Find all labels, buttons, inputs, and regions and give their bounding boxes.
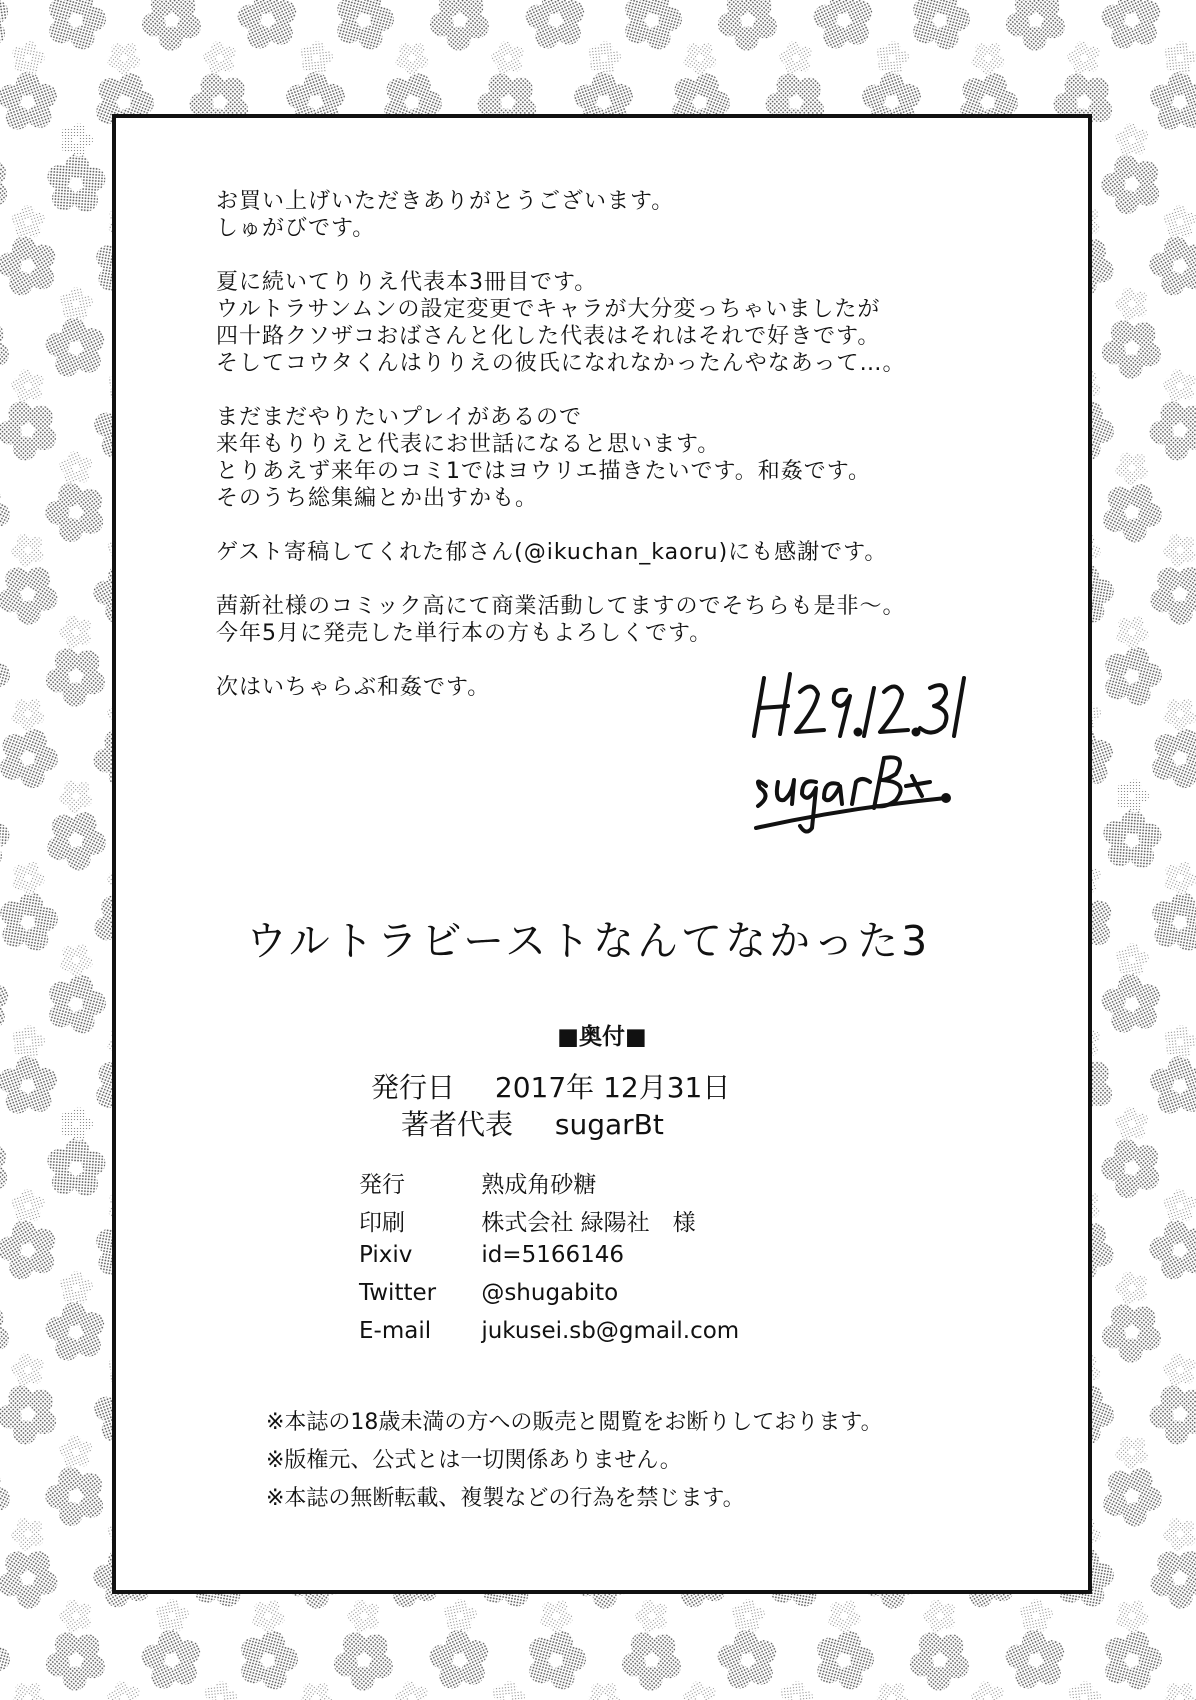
- flower-motif-small: [9, 1185, 50, 1226]
- text-line: ウルトラサンムンの設定変更でキャラが大分変っちゃいましたが: [216, 297, 881, 322]
- flower-motif: [231, 0, 308, 58]
- flower-motif: [1142, 226, 1196, 305]
- flower-motif-small: [1114, 940, 1152, 979]
- flower-motif: [521, 1623, 592, 1694]
- flower-motif-small: [1067, 1680, 1102, 1700]
- flower-motif-small: [1161, 201, 1196, 242]
- flower-motif: [0, 1623, 16, 1694]
- text-line: まだまだやりたいプレイがあるので: [216, 405, 583, 430]
- flower-motif: [1097, 639, 1168, 710]
- flower-motif: [1145, 64, 1196, 138]
- flower-motif-small: [1110, 609, 1155, 653]
- flower-motif: [1097, 1623, 1168, 1694]
- text-line: 来年もりりえと代表にお世話になると思います。: [216, 432, 721, 457]
- flower-motif: [999, 1621, 1076, 1698]
- issue-date-value: 2017年 12月31日: [494, 1071, 731, 1104]
- flower-motif-small: [9, 38, 48, 76]
- flower-motif-small: [775, 35, 819, 80]
- book-title: ウルトラビーストなんてなかった3: [246, 917, 931, 965]
- flower-motif: [0, 553, 69, 633]
- flower-motif-small: [54, 609, 99, 655]
- email-row: [359, 1318, 739, 1344]
- email-label: E-mail: [359, 1318, 432, 1344]
- flower-motif: [1142, 1210, 1196, 1289]
- flower-motif-small: [246, 1593, 291, 1637]
- flower-motif-small: [1158, 1510, 1196, 1556]
- flower-motif-small: [779, 1680, 814, 1700]
- flower-motif: [132, 0, 213, 59]
- notice-no-reproduction: ※本誌の無断転載、複製などの行為を禁じます。: [266, 1486, 745, 1511]
- printer-label: 印刷: [359, 1210, 405, 1236]
- issue-date-label: 発行日: [371, 1071, 456, 1104]
- flower-motif: [1190, 800, 1196, 878]
- flower-motif-small: [966, 35, 1012, 80]
- publisher-row: [359, 1166, 596, 1199]
- flower-motif: [0, 1537, 69, 1617]
- flower-motif-small: [154, 1596, 192, 1635]
- flower-motif: [617, 0, 688, 54]
- flower-motif: [1093, 1127, 1174, 1208]
- flower-motif: [0, 388, 70, 469]
- flower-motif-small: [1110, 1593, 1155, 1637]
- author-row: [401, 1103, 664, 1143]
- flower-motif-small: [103, 1675, 147, 1700]
- flower-motif-small: [875, 40, 910, 76]
- flower-motif: [41, 967, 112, 1038]
- flower-motif-small: [1117, 780, 1149, 813]
- afterword-page: [112, 114, 1092, 1594]
- text-line: 今年5月に発売した単行本の方もよろしくです。: [216, 621, 713, 646]
- flower-motif: [0, 226, 69, 305]
- flower-motif-small: [1063, 35, 1107, 80]
- flower-motif-small: [1159, 856, 1196, 899]
- flower-motif-small: [390, 35, 436, 80]
- flower-motif-small: [54, 937, 99, 981]
- flower-motif-small: [342, 1593, 387, 1639]
- afterword-paragraph: [216, 269, 1076, 377]
- flower-motif-small: [487, 35, 531, 80]
- flower-motif-small: [391, 1675, 435, 1700]
- flower-motif-small: [582, 1675, 628, 1700]
- afterword-paragraph: [216, 404, 1076, 512]
- flower-motif: [0, 0, 12, 51]
- flower-motif: [0, 64, 66, 138]
- flower-motif-small: [11, 1024, 46, 1060]
- flower-motif-small: [58, 284, 96, 323]
- flower-motif: [1143, 719, 1196, 794]
- flower-motif: [1141, 1537, 1196, 1617]
- flower-motif: [1140, 1372, 1196, 1453]
- flower-motif-small: [1110, 1428, 1156, 1474]
- flower-motif-small: [1110, 1265, 1155, 1311]
- flower-motif-small: [679, 1675, 723, 1700]
- pixiv-value: id=5166146: [481, 1242, 625, 1268]
- afterword-paragraph: [216, 539, 1076, 566]
- flower-motif: [0, 1290, 21, 1371]
- flower-motif-small: [630, 1593, 675, 1639]
- flower-motif: [329, 0, 400, 54]
- author-value: sugarBt: [554, 1108, 664, 1141]
- flower-motif-small: [54, 772, 100, 818]
- colophon-heading: ■奥付■: [557, 1024, 647, 1050]
- text-line: そのうち総集編とか出すかも。: [216, 486, 539, 511]
- afterword-text: [216, 188, 1076, 728]
- flower-motif-small: [678, 35, 724, 80]
- flower-motif: [45, 1136, 107, 1197]
- flower-motif-small: [1158, 1675, 1196, 1700]
- flower-motif-small: [870, 1675, 916, 1700]
- publisher-value: 熟成角砂糖: [481, 1172, 597, 1198]
- issue-date-row: [371, 1066, 730, 1106]
- flower-motif: [0, 472, 20, 550]
- flower-motif-small: [61, 1108, 93, 1141]
- flower-motif: [807, 0, 884, 58]
- notice-unofficial: ※版権元、公式とは一切関係ありません。: [266, 1448, 682, 1473]
- flower-motif-small: [1110, 444, 1156, 490]
- flower-motif-small: [199, 35, 243, 80]
- pixiv-row: [359, 1242, 624, 1268]
- text-line: お買い上げいただきありがとうございます。: [216, 189, 675, 214]
- flower-motif-small: [587, 40, 622, 76]
- flower-motif-small: [1018, 1596, 1056, 1635]
- author-label: 著者代表: [401, 1108, 514, 1141]
- text-line: 四十路クソザコおばさんと化した代表はそれはそれで好きです。: [216, 324, 881, 349]
- afterword-paragraph: [216, 593, 1076, 647]
- flower-motif: [37, 471, 118, 552]
- flower-motif: [45, 152, 107, 213]
- twitter-row: [359, 1280, 618, 1306]
- flower-motif-small: [1161, 1185, 1196, 1226]
- text-line: ゲスト寄稿してくれた郁さん(@ikuchan_kaoru)にも感謝です。: [216, 540, 888, 565]
- handwritten-signature: [746, 658, 976, 838]
- flower-motif-small: [54, 1593, 99, 1639]
- text-line: とりあえず来年のコミ1ではヨウリエ描きたいです。和姦です。: [216, 459, 872, 484]
- flower-motif: [41, 0, 112, 54]
- flower-motif-small: [442, 1596, 480, 1635]
- text-line: 次はいちゃらぶ和姦です。: [216, 675, 491, 700]
- text-line: 茜新社様のコミック高にて商業活動してますのでそちらも是非～。: [216, 594, 906, 619]
- flower-motif: [135, 1621, 212, 1698]
- flower-motif: [1140, 388, 1196, 469]
- flower-motif-small: [7, 363, 51, 408]
- flower-motif: [1095, 965, 1172, 1042]
- flower-motif-small: [56, 446, 99, 489]
- text-line: そしてコウタくんはりりえの彼氏になれなかったんやなあって…。: [216, 351, 906, 376]
- flower-motif: [708, 0, 789, 59]
- flower-motif-small: [299, 40, 334, 76]
- flower-motif: [0, 1372, 70, 1453]
- flower-motif-small: [1112, 1102, 1155, 1145]
- flower-motif: [996, 0, 1077, 59]
- flower-motif-small: [61, 124, 93, 157]
- flower-motif-small: [491, 1680, 526, 1700]
- flower-motif-small: [1159, 1347, 1196, 1392]
- flower-motif: [0, 639, 16, 710]
- flower-motif: [1191, 309, 1196, 386]
- flower-motif-small: [6, 1675, 52, 1700]
- flower-motif: [1147, 887, 1196, 953]
- flower-motif: [0, 965, 20, 1042]
- flower-motif-small: [6, 691, 52, 736]
- flower-motif: [0, 143, 21, 224]
- printer-value: 株式会社 緑陽社 様: [481, 1210, 696, 1236]
- flower-motif: [0, 1456, 20, 1534]
- flower-motif-small: [294, 1675, 340, 1700]
- flower-motif: [809, 1623, 880, 1694]
- flower-motif-small: [7, 856, 50, 899]
- flower-motif-small: [1112, 118, 1155, 161]
- twitter-label: Twitter: [359, 1280, 437, 1306]
- flower-motif: [0, 808, 11, 869]
- flower-motif-small: [7, 1347, 51, 1392]
- flower-motif: [37, 1455, 118, 1536]
- pixiv-label: Pixiv: [359, 1242, 413, 1268]
- flower-motif: [420, 0, 501, 59]
- flower-motif: [0, 1127, 21, 1208]
- flower-motif-small: [1158, 691, 1196, 736]
- flower-motif: [0, 1210, 69, 1289]
- flower-motif-small: [1159, 363, 1196, 408]
- flower-motif-small: [918, 1593, 963, 1639]
- flower-motif: [0, 719, 66, 794]
- flower-motif: [1093, 143, 1174, 224]
- printer-row: [359, 1204, 696, 1237]
- flower-motif: [1101, 808, 1163, 869]
- flower-motif: [39, 1293, 116, 1370]
- flower-motif-small: [534, 1593, 579, 1637]
- flower-motif-small: [9, 201, 50, 242]
- flower-motif-small: [6, 1510, 52, 1556]
- flower-motif: [423, 1621, 500, 1698]
- flower-motif-small: [967, 1675, 1011, 1700]
- publisher-label: 発行: [359, 1172, 405, 1198]
- flower-motif-small: [58, 1268, 96, 1307]
- flower-motif: [905, 0, 976, 54]
- flower-motif-small: [6, 526, 52, 572]
- flower-motif-small: [1163, 1024, 1196, 1060]
- flower-motif: [0, 306, 21, 387]
- flower-motif: [711, 1621, 788, 1698]
- flower-motif: [233, 1623, 304, 1694]
- flower-motif: [39, 309, 116, 386]
- notice-age-restriction: ※本誌の18歳未満の方への販売と閲覧をお断りしております。: [266, 1410, 883, 1435]
- flower-motif: [0, 887, 62, 953]
- flower-motif: [1191, 1293, 1196, 1370]
- afterword-paragraph: [216, 188, 1076, 242]
- flower-motif-small: [730, 1596, 768, 1635]
- flower-motif-small: [102, 35, 148, 80]
- text-line: しゅがびです。: [216, 216, 376, 241]
- flower-motif-small: [1163, 40, 1196, 76]
- flower-motif-small: [203, 1680, 238, 1700]
- flower-motif: [1095, 0, 1172, 58]
- flower-motif: [1141, 553, 1196, 633]
- flower-motif: [519, 0, 596, 58]
- flower-motif-small: [1110, 281, 1155, 327]
- flower-motif-small: [1158, 526, 1196, 572]
- twitter-value: @shugabito: [481, 1280, 619, 1306]
- flower-motif-small: [822, 1593, 867, 1637]
- flower-motif: [0, 1048, 66, 1122]
- email-value: jukusei.sb@gmail.com: [481, 1318, 740, 1344]
- flower-motif: [1145, 1048, 1196, 1122]
- text-line: 夏に続いてりりえ代表本3冊目です。: [216, 270, 598, 295]
- flower-motif-small: [56, 1430, 99, 1473]
